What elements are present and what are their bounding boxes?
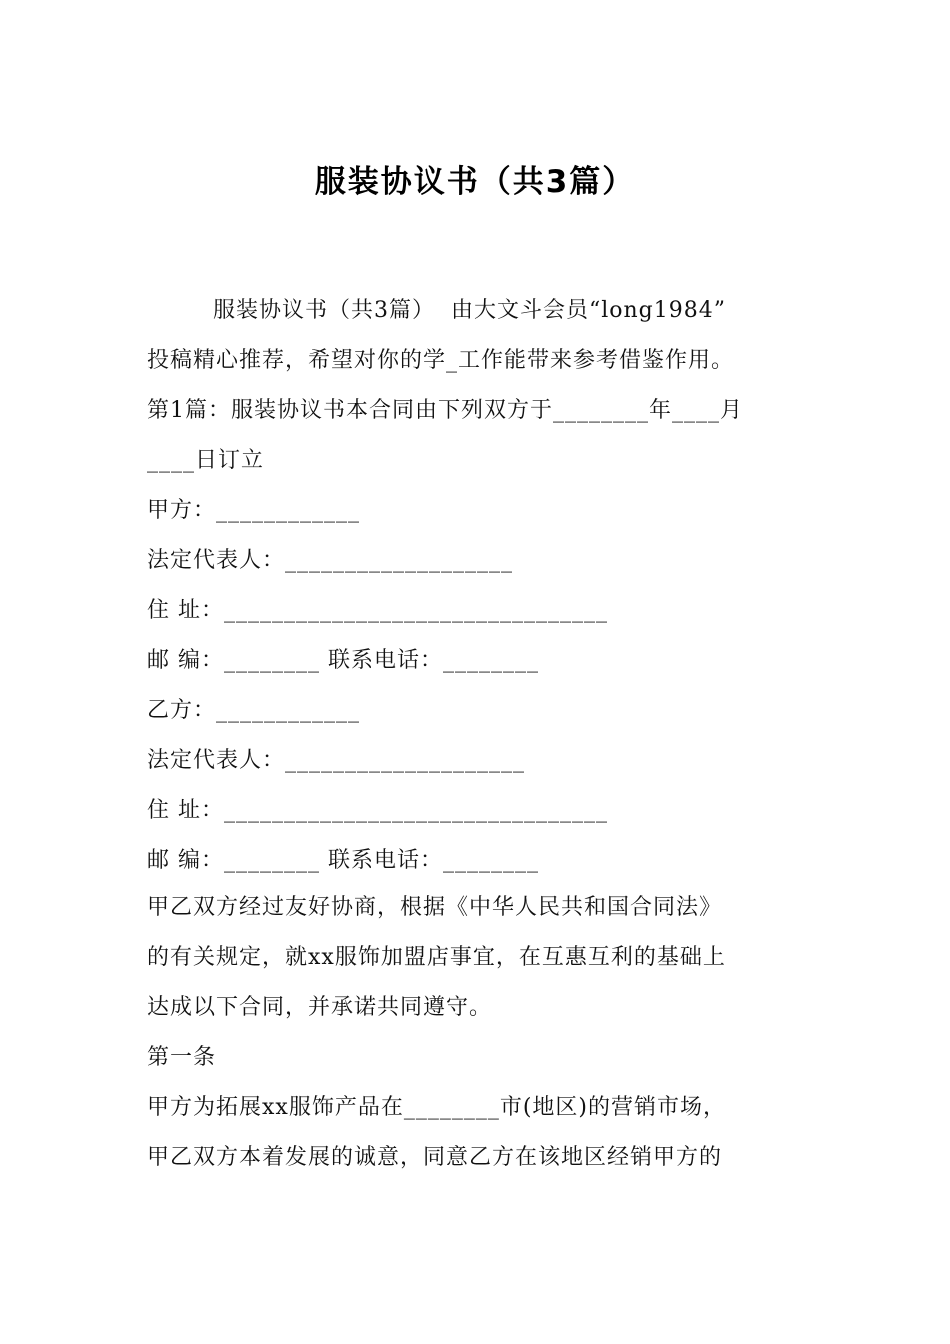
contract-date-line: 第1篇：服装协议书本合同由下列双方于________年____月 (147, 398, 743, 423)
party-b-postcode-phone-field: 邮 编：________ 联系电话：________ (147, 848, 539, 873)
party-a-postcode-phone-field: 邮 编：________ 联系电话：________ (147, 648, 539, 673)
intro-line-1: 服装协议书（共3篇） 由大文斗会员“long1984” (213, 298, 727, 323)
body-paragraph-line-3: 达成以下合同，并承诺共同遵守。 (147, 995, 493, 1020)
body-paragraph-line-2: 的有关规定，就xx服饰加盟店事宜，在互惠互利的基础上 (147, 945, 726, 970)
party-a-field: 甲方：____________ (147, 498, 361, 523)
party-a-address-field: 住 址：________________________________ (147, 598, 608, 623)
party-b-representative-field: 法定代表人：____________________ (147, 748, 526, 773)
party-b-field: 乙方：____________ (147, 698, 361, 723)
party-b-address-field: 住 址：________________________________ (147, 798, 608, 823)
party-a-representative-field: 法定代表人：___________________ (147, 548, 514, 573)
article-1-line-2: 甲乙双方本着发展的诚意，同意乙方在该地区经销甲方的 (147, 1145, 723, 1170)
contract-date-line-cont: ____日订立 (147, 448, 265, 473)
intro-line-2: 投稿精心推荐，希望对你的学_工作能带来参考借鉴作用。 (147, 348, 735, 373)
document-title: 服装协议书（共3篇） (314, 164, 636, 200)
body-paragraph-line-1: 甲乙双方经过友好协商，根据《中华人民共和国合同法》 (147, 895, 723, 920)
article-1-line-1: 甲方为拓展xx服饰产品在________市(地区)的营销市场， (147, 1095, 726, 1120)
article-heading: 第一条 (147, 1045, 217, 1070)
